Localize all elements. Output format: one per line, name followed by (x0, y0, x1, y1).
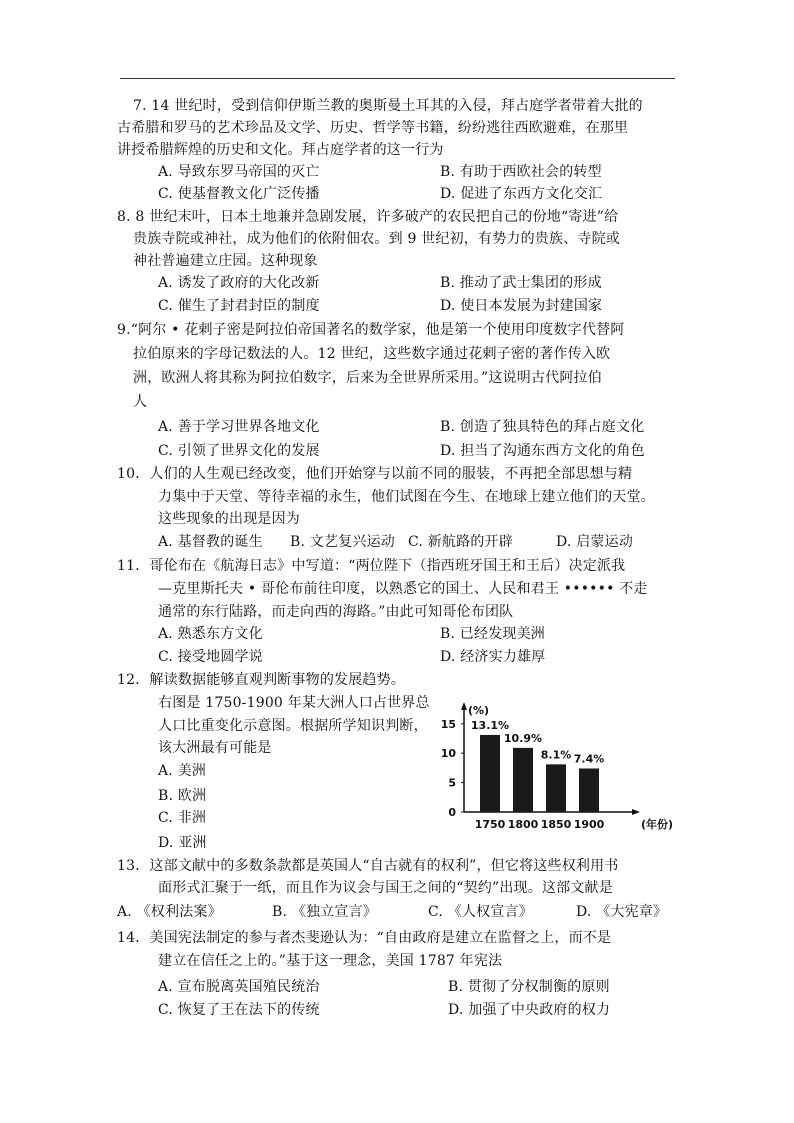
bar-value-label: 7.4% (573, 752, 605, 766)
q9-option-d: D. 担当了沟通东西方文化的角色 (440, 443, 645, 459)
x-tick-label: 1750 (474, 818, 506, 831)
y-axis-arrow (461, 702, 467, 710)
q7-option-a: A. 导致东罗马帝国的灭亡 (158, 164, 320, 180)
q9-line-3: 洲，欧洲人将其称为阿拉伯数字，后来为全世界所采用。”这说明古代阿拉伯 (133, 370, 602, 386)
q7-line-2: 古希腊和罗马的艺术珍品及文学、历史、哲学等书籍，纷纷逃往西欧避难，在那里 (117, 120, 629, 136)
q13-option-a: A. 《权利法案》 (117, 904, 222, 920)
q10-option-c: C. 新航路的开辟 (408, 534, 513, 550)
q9-option-b: B. 创造了独具特色的拜占庭文化 (440, 419, 645, 435)
q9-line-4: 人 (133, 394, 148, 410)
q13-option-d: D. 《大宪章》 (576, 904, 668, 920)
q14-option-c: C. 恢复了王在法下的传统 (158, 1002, 320, 1018)
x-tick-label: 1900 (573, 818, 605, 831)
q11-option-b: B. 已经发现美洲 (440, 626, 545, 642)
q13-line-2: 面形式汇聚于一纸，而且作为议会与国王之间的“契约”出现。这部文献是 (158, 880, 613, 896)
bar (546, 764, 566, 812)
q14-line-2: 建立在信任之上的。”基于这一理念，美国 1787 年宪法 (158, 953, 503, 969)
q13-line-1: 13．这部文献中的多数条款都是英国人“自古就有的权利”，但它将这些权利用书 (117, 858, 619, 874)
q10-option-d: D. 启蒙运动 (556, 534, 634, 550)
x-tick-label: 1850 (540, 818, 572, 831)
q8-option-d: D. 使日本发展为封建国家 (440, 298, 603, 314)
x-axis-arrow (632, 809, 640, 815)
y-tick-label: 0 (448, 806, 456, 819)
q12-option-d: D. 亚洲 (158, 835, 207, 851)
q14-line-1: 14．美国宪法制定的参与者杰斐逊认为：“自由政府是建立在监督之上，而不是 (117, 930, 612, 946)
bar (480, 735, 500, 812)
q12-option-b: B. 欧洲 (158, 788, 207, 804)
q9-line-2: 拉伯原来的字母记数法的人。12 世纪，这些数字通过花剌子密的著作传入欧 (133, 346, 611, 362)
bar-value-label: 8.1% (540, 748, 572, 762)
q10-option-b: B. 文艺复兴运动 (290, 534, 395, 550)
q10-option-a: A. 基督教的诞生 (158, 534, 263, 550)
q8-line-2: 贵族寺院或神社，成为他们的依附佃农。到 9 世纪初，有势力的贵族、寺院或 (133, 231, 621, 247)
q8-option-c: C. 催生了封君封臣的制度 (158, 298, 320, 314)
q9-option-c: C. 引领了世界文化的发展 (158, 443, 320, 459)
q11-option-a: A. 熟悉东方文化 (158, 626, 263, 642)
q12-option-c: C. 非洲 (158, 810, 207, 826)
q11-option-d: D. 经济实力雄厚 (440, 649, 546, 665)
q12-line-2: 右图是 1750-1900 年某大洲人口占世界总 (158, 695, 430, 711)
q14-option-b: B. 贯彻了分权制衡的原则 (448, 979, 610, 995)
y-tick-label: 15 (440, 717, 456, 731)
q11-line-1: 11．哥伦布在《航海日志》中写道：“两位陛下（指西班牙国王和王后）决定派我 (117, 558, 626, 574)
y-tick-label: 10 (440, 747, 456, 761)
q8-line-1: 8. 8 世纪末叶，日本土地兼并急剧发展，许多破产的农民把自己的份地“寄进”给 (117, 209, 619, 225)
header-rule (120, 78, 675, 79)
q7-option-c: C. 使基督教文化广泛传播 (158, 186, 320, 202)
q8-option-b: B. 推动了武士集团的形成 (440, 275, 602, 291)
q11-option-c: C. 接受地圆学说 (158, 649, 263, 665)
bar (513, 748, 533, 812)
q9-line-1: 9.“阿尔 • 花剌子密是阿拉伯帝国著名的数学家，他是第一个使用印度数字代替阿 (117, 322, 625, 338)
q7-option-d: D. 促进了东西方文化交汇 (440, 186, 603, 202)
q7-line-1: 7. 14 世纪时，受到信仰伊斯兰教的奥斯曼土耳其的入侵，拜占庭学者带着大批的 (133, 98, 643, 114)
q9-option-a: A. 善于学习世界各地文化 (158, 419, 320, 435)
q10-line-3: 这些现象的出现是因为 (158, 511, 300, 527)
population-bar-chart (440, 694, 680, 840)
x-tick-label: 1800 (507, 818, 539, 831)
q12-line-3: 人口比重变化示意图。根据所学知识判断， (158, 718, 428, 734)
q12-line-4: 该大洲最有可能是 (158, 740, 272, 756)
q14-option-d: D. 加强了中央政府的权力 (448, 1002, 611, 1018)
q8-option-a: A. 诱发了政府的大化改新 (158, 275, 320, 291)
x-axis-label: (年份) (640, 818, 674, 831)
q7-line-3: 讲授希腊辉煌的历史和文化。拜占庭学者的这一行为 (117, 142, 444, 158)
q8-line-3: 神社普遍建立庄园。这种现象 (133, 253, 318, 269)
y-tick-label: 5 (448, 776, 456, 790)
bar (579, 768, 599, 812)
q12-line-1: 12．解读数据能够直观判断事物的发展趋势。 (117, 672, 406, 688)
q13-option-c: C. 《人权宣言》 (428, 904, 533, 920)
q11-line-3: 通常的东行陆路，而走向西的海路。”由此可知哥伦布团队 (158, 604, 514, 620)
bar-value-label: 13.1% (470, 718, 510, 732)
bar-value-label: 10.9% (503, 731, 543, 745)
q13-option-b: B. 《独立宣言》 (272, 904, 377, 920)
q14-option-a: A. 宣布脱离英国殖民统治 (158, 979, 320, 995)
q10-line-2: 力集中于天堂、等待幸福的永生，他们试图在今生、在地球上建立他们的天堂。 (158, 489, 655, 505)
q10-line-1: 10．人们的人生观已经改变，他们开始穿与以前不同的服装，不再把全部思想与精 (117, 466, 633, 482)
q7-option-b: B. 有助于西欧社会的转型 (440, 164, 602, 180)
q12-option-a: A. 美洲 (158, 763, 207, 779)
q11-line-2: —克里斯托夫 • 哥伦布前往印度，以熟悉它的国土、人民和君王 •••••• 不走 (158, 581, 648, 597)
y-axis-label: (%) (468, 704, 490, 717)
